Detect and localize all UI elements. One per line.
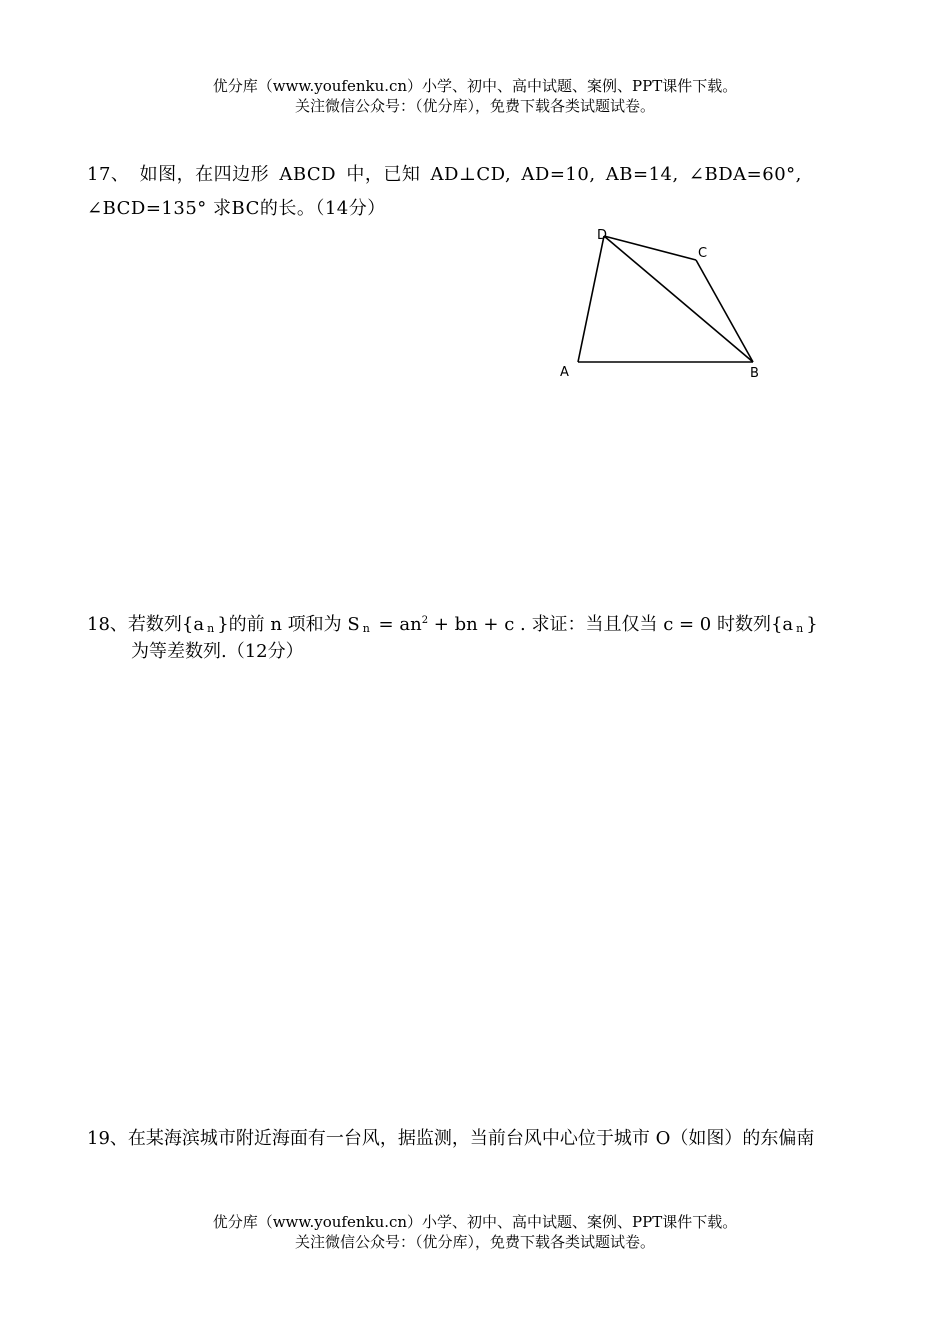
q18-text-1: 18、若数列{a (87, 614, 205, 635)
q18-text-3: = an (372, 614, 422, 635)
question-17-line-1: 17、 如图，在四边形 ABCD 中，已知 AD⊥CD, AD=10, AB=14, ∠BDA=60°, (87, 164, 802, 185)
q18-text-2: }的前 n 项和为 S (217, 614, 360, 635)
vertex-label-d: D (597, 228, 608, 243)
header-line-2: 关注微信公众号：（优分库），免费下载各类试题试卷。 (294, 97, 655, 115)
question-17-line-2: ∠BCD=135° 求BC的长。（14分） (87, 198, 386, 219)
q18-superscript: 2 (421, 615, 429, 626)
q18-subscript-3: n (796, 622, 804, 635)
question-18 (87, 608, 818, 670)
quadrilateral-abcd-figure (555, 222, 775, 387)
question-17 (87, 162, 802, 230)
vertex-label-a: A (560, 365, 569, 380)
footer-line-1: 优分库（www.youfenku.cn）小学、初中、高中试题、案例、PPT课件下载。 (212, 1213, 738, 1231)
header-line-1: 优分库（www.youfenku.cn）小学、初中、高中试题、案例、PPT课件下载。 (212, 77, 738, 95)
page-footer (0, 1212, 950, 1252)
vertex-label-c: C (698, 246, 708, 261)
question-18-line-2: 为等差数列.（12分） (131, 641, 304, 662)
q18-text-4: + bn + c . 求证：当且仅当 c = 0 时数列{a (428, 614, 794, 635)
question-18-line-1 (87, 608, 818, 639)
q18-subscript-1: n (207, 622, 215, 635)
edge-cb (696, 260, 753, 362)
q18-subscript-2: n (362, 622, 370, 635)
page-header (0, 76, 950, 116)
q18-text-5: } (806, 614, 818, 635)
edge-ad (578, 236, 604, 362)
footer-line-2: 关注微信公众号：（优分库），免费下载各类试题试卷。 (294, 1233, 655, 1251)
vertex-label-b: B (750, 366, 759, 381)
question-19: 19、在某海滨城市附近海面有一台风，据监测，当前台风中心位于城市 O（如图）的东偏南 (87, 1128, 815, 1149)
